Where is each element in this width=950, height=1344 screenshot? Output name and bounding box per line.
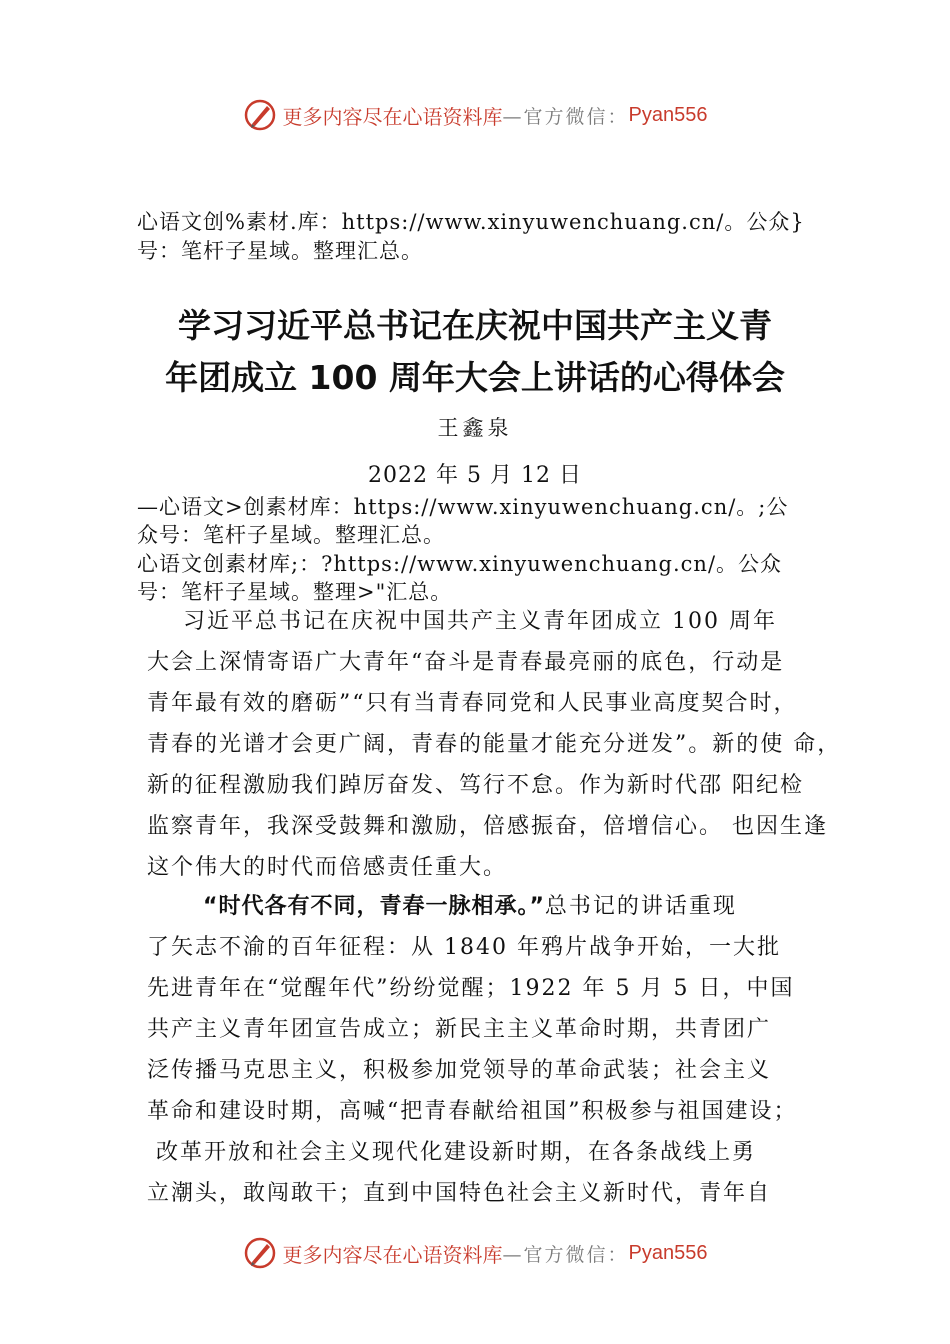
quote-tail: 总书记的讲话重现 xyxy=(544,894,737,919)
paragraph-line: 改革开放和社会主义现代化建设新时期，在各条战线上勇 xyxy=(147,1140,756,1165)
banner-main-text: 更多内容尽在心语资料库 xyxy=(282,104,503,129)
pen-logo-icon xyxy=(243,98,277,132)
paragraph-line: 监察青年，我深受鼓舞和激励，倍感振奋，倍增信心。 也因生逢 xyxy=(147,814,828,839)
paragraph-line: 共产主义青年团宣告成立；新民主主义革命时期，共青团广 xyxy=(147,1017,772,1042)
source-line: 号：笔杆子星域。整理>"汇总。 xyxy=(137,580,453,604)
source-line: 心语文创素材库;：?https://www.xinyuwenchuang.cn/。公众 xyxy=(137,552,783,576)
paragraph-line: 了矢志不渝的百年征程：从 1840 年鸦片战争开始，一大批 xyxy=(147,935,781,960)
header-banner xyxy=(0,95,950,135)
paragraph-line: 新的征程激励我们踔厉奋发、笃行不怠。作为新时代邵 阳纪检 xyxy=(147,773,804,798)
pen-logo-icon xyxy=(243,1236,277,1270)
banner-wechat-id: Pyan556 xyxy=(628,1241,708,1264)
paragraph-line: 这个伟大的时代而倍感责任重大。 xyxy=(147,855,508,880)
paragraph-line: 泛传播马克思主义，积极参加党领导的革命武装；社会主义 xyxy=(147,1058,772,1083)
banner-wechat-id: Pyan556 xyxy=(628,103,708,126)
source-line: —心语文>创素材库：https://www.xinyuwenchuang.cn/。;公 xyxy=(137,495,789,519)
banner-sub-text: —官方微信： xyxy=(502,1243,629,1266)
paragraph-line: 先进青年在“觉醒年代”纷纷觉醒；1922 年 5 月 5 日，中国 xyxy=(147,976,795,1001)
bold-quote: “时代各有不同，青春一脉相承。” xyxy=(203,894,545,919)
document-title-line: 学习习近平总书记在庆祝中国共产主义青 xyxy=(178,306,772,345)
banner-sub-text: —官方微信： xyxy=(502,105,629,128)
paragraph-line: 青春的光谱才会更广阔，青春的能量才能充分迸发”。新的使 命， xyxy=(147,732,842,757)
paragraph-line: 大会上深情寄语广大青年“奋斗是青春最亮丽的底色，行动是 xyxy=(147,650,785,675)
paragraph-line: 革命和建设时期，高喊“把青春献给祖国”积极参与祖国建设； xyxy=(147,1099,798,1124)
author: 王鑫泉 xyxy=(437,416,513,440)
date: 2022 年 5 月 12 日 xyxy=(368,463,582,488)
source-line: 众号：笔杆子星域。整理汇总。 xyxy=(137,523,445,547)
source-line: 心语文创%素材.库：https://www.xinyuwenchuang.cn/。公众} xyxy=(137,210,805,234)
footer-banner xyxy=(0,1233,950,1273)
paragraph-line: 立潮头，敢闯敢干；直到中国特色社会主义新时代，青年自 xyxy=(147,1181,772,1206)
paragraph-line: 习近平总书记在庆祝中国共产主义青年团成立 100 周年 xyxy=(147,609,777,634)
document-title-line: 年团成立 100 周年大会上讲话的心得体会 xyxy=(165,358,785,397)
source-line: 号：笔杆子星域。整理汇总。 xyxy=(137,239,423,263)
paragraph-line: 青年最有效的磨砺”“只有当青春同党和人民事业高度契合时， xyxy=(147,691,798,716)
banner-main-text: 更多内容尽在心语资料库 xyxy=(282,1242,503,1267)
paragraph-first-line xyxy=(203,892,737,922)
